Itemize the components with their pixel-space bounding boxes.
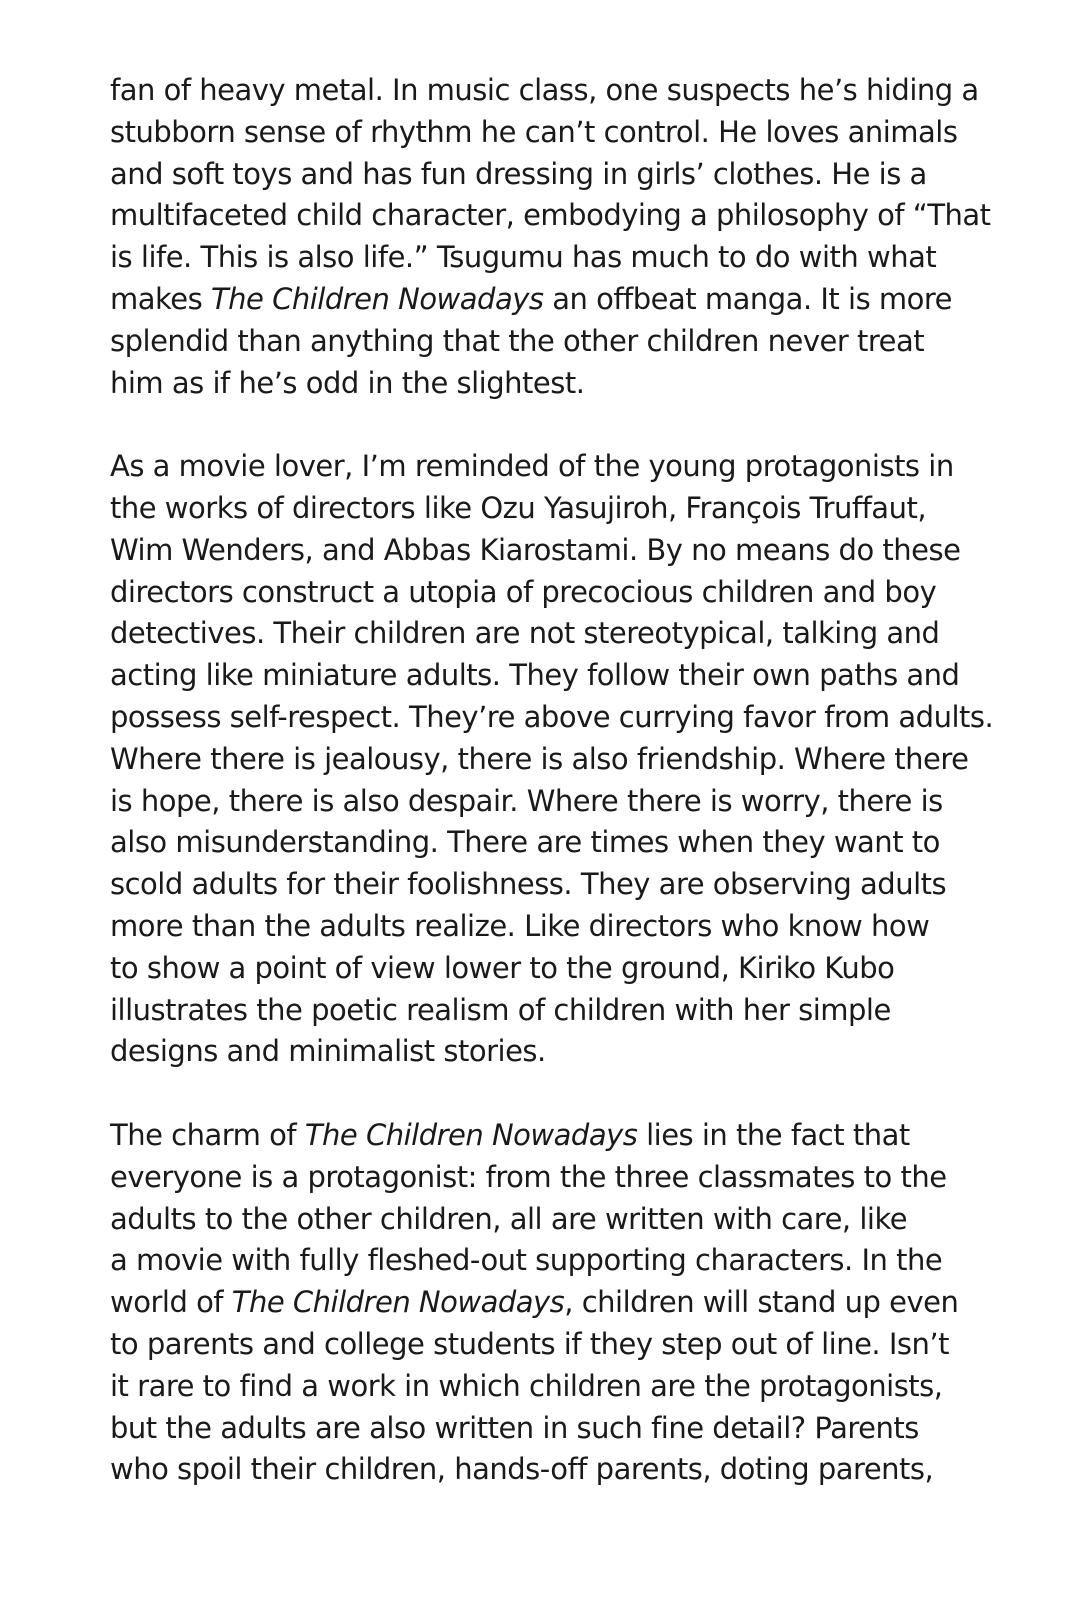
text-line xyxy=(110,781,990,823)
text-segment: to show a point of view lower to the ground, Kiriko Kubo xyxy=(110,950,895,985)
text-line xyxy=(110,739,990,781)
text-segment: who spoil their children, hands-off parents, doting parents, xyxy=(110,1452,934,1487)
text-segment: the works of directors like Ozu Yasujiroh, François Truffaut, xyxy=(110,490,927,525)
text-line xyxy=(110,530,990,572)
text-line xyxy=(110,655,990,697)
text-line xyxy=(110,112,990,154)
text-line xyxy=(110,990,990,1032)
text-line xyxy=(110,1282,990,1324)
text-segment: splendid than anything that the other children never treat xyxy=(110,323,925,358)
text-segment: possess self-respect. They’re above currying favor from adults. xyxy=(110,699,994,734)
text-line xyxy=(110,488,990,530)
text-line xyxy=(110,1157,990,1199)
text-line xyxy=(110,948,990,990)
text-segment: a movie with fully fleshed-out supporting characters. In the xyxy=(110,1243,943,1278)
paragraph-1 xyxy=(110,70,990,404)
book-page xyxy=(110,70,994,1533)
text-line xyxy=(110,1366,990,1408)
text-segment: illustrates the poetic realism of children with her simple xyxy=(110,992,891,1027)
text-line xyxy=(110,1115,990,1157)
text-segment: designs and minimalist stories. xyxy=(110,1034,546,1069)
text-segment: an offbeat manga. It is more xyxy=(543,281,953,316)
text-segment: and soft toys and has fun dressing in girls’ clothes. He is a xyxy=(110,156,927,191)
text-line xyxy=(110,1240,990,1282)
text-segment: adults to the other children, all are written with care, like xyxy=(110,1201,908,1236)
text-line xyxy=(110,279,990,321)
text-segment: detectives. Their children are not stereotypical, talking and xyxy=(110,616,940,651)
text-line xyxy=(110,572,990,614)
text-segment: also misunderstanding. There are times when they want to xyxy=(110,825,940,860)
text-line xyxy=(110,906,990,948)
text-segment: Where there is jealousy, there is also friendship. Where there xyxy=(110,741,969,776)
text-segment: him as if he’s odd in the slightest. xyxy=(110,365,585,400)
text-line xyxy=(110,446,990,488)
text-segment: it rare to find a work in which children are the protagonists, xyxy=(110,1368,943,1403)
text-line xyxy=(110,70,990,112)
text-segment: fan of heavy metal. In music class, one suspects he’s hiding a xyxy=(110,73,979,107)
italic-title: The Children Nowadays xyxy=(231,1285,565,1320)
text-segment: is hope, there is also despair. Where there is worry, there is xyxy=(110,783,943,818)
text-line xyxy=(110,697,994,739)
text-segment: to parents and college students if they step out of line. Isn’t xyxy=(110,1326,949,1361)
paragraph-3 xyxy=(110,1115,990,1491)
italic-title: The Children Nowadays xyxy=(210,281,544,316)
text-segment: but the adults are also written in such fine detail? Parents xyxy=(110,1410,919,1445)
text-segment: everyone is a protagonist: from the three classmates to the xyxy=(110,1159,947,1194)
text-segment: more than the adults realize. Like directors who know how xyxy=(110,908,930,943)
text-line xyxy=(110,363,990,405)
text-line xyxy=(110,1324,990,1366)
text-segment: The charm of xyxy=(110,1117,305,1152)
text-line xyxy=(110,237,990,279)
text-line xyxy=(110,864,990,906)
text-segment: directors construct a utopia of precocious children and boy xyxy=(110,574,937,609)
text-line xyxy=(110,1199,990,1241)
paragraph-2 xyxy=(110,446,994,1073)
text-segment: , children will stand up even xyxy=(564,1285,959,1320)
text-segment: acting like miniature adults. They follow their own paths and xyxy=(110,658,960,693)
text-segment: stubborn sense of rhythm he can’t control. He loves animals xyxy=(110,114,958,149)
text-line xyxy=(110,1031,990,1073)
essay-text xyxy=(110,70,994,1491)
text-segment: is life. This is also life.” Tsugumu has much to do with what xyxy=(110,240,937,275)
text-segment: multifaceted child character, embodying a philosophy of “That xyxy=(110,198,991,233)
text-line xyxy=(110,1449,990,1491)
text-segment: makes xyxy=(110,281,211,316)
text-segment: world of xyxy=(110,1285,232,1320)
text-segment: lies in the fact that xyxy=(637,1117,910,1152)
text-line xyxy=(110,321,990,363)
text-line xyxy=(110,1408,990,1450)
text-line xyxy=(110,822,990,864)
text-segment: As a movie lover, I’m reminded of the young protagonists in xyxy=(110,449,954,484)
italic-title: The Children Nowadays xyxy=(304,1117,638,1152)
text-line xyxy=(110,613,990,655)
text-line xyxy=(110,154,990,196)
text-line xyxy=(110,195,990,237)
text-segment: Wim Wenders, and Abbas Kiarostami. By no means do these xyxy=(110,532,961,567)
text-segment: scold adults for their foolishness. They are observing adults xyxy=(110,867,947,902)
